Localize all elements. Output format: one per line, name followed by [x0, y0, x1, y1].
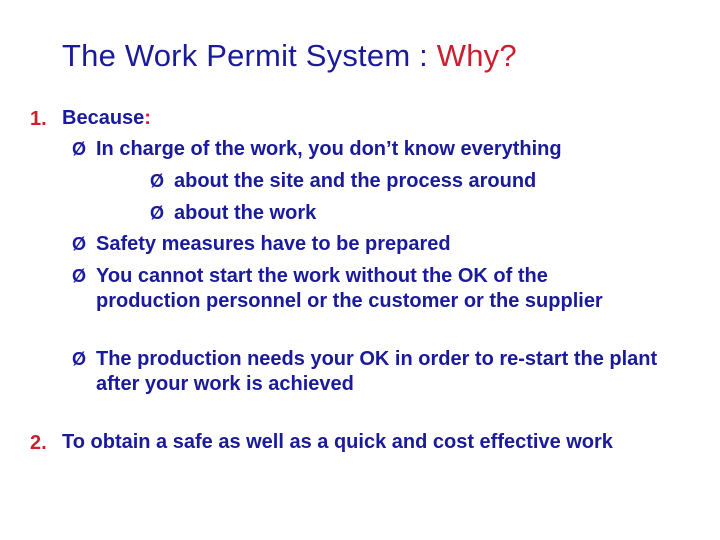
- bullet-arrow-icon: Ø: [72, 266, 87, 286]
- title-accent: Why?: [436, 38, 517, 73]
- bullet-arrow-icon: Ø: [72, 349, 87, 369]
- bullet-4-text: The production needs your OK in order to re-start the plant after your work is achieved: [96, 348, 658, 395]
- item-2-number: 2.: [30, 432, 47, 454]
- item-1-number: 1.: [30, 108, 47, 130]
- slide-title: [62, 38, 517, 74]
- sub-bullet-arrow-icon: Ø: [150, 203, 165, 223]
- bullet-arrow-icon: Ø: [72, 139, 87, 159]
- sub-bullet-2-text: about the work: [174, 202, 317, 224]
- item-1-text: Because:: [62, 107, 151, 129]
- title-main: The Work Permit System :: [62, 38, 437, 73]
- item-2-text: To obtain a safe as well as a quick and cost effective work: [62, 431, 613, 453]
- bullet-3-text: You cannot start the work without the OK of the production personnel or the customer or the supplier: [96, 265, 603, 312]
- sub-bullet-arrow-icon: Ø: [150, 171, 165, 191]
- sub-bullet-1-text: about the site and the process around: [174, 170, 537, 192]
- bullet-arrow-icon: Ø: [72, 234, 87, 254]
- bullet-1-text: In charge of the work, you don’t know everything: [96, 138, 562, 160]
- bullet-2-text: Safety measures have to be prepared: [96, 233, 451, 255]
